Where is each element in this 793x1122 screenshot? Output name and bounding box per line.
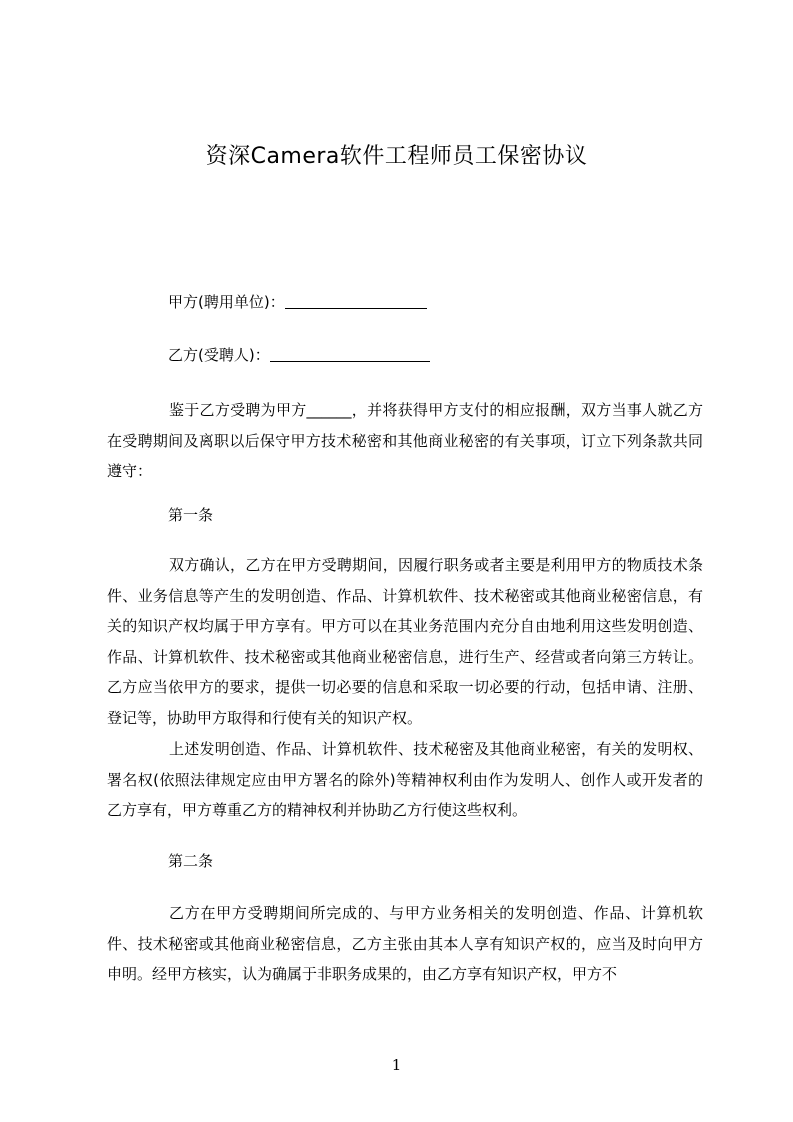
party-a-field — [168, 292, 427, 312]
party-b-field — [168, 345, 430, 365]
party-b-blank-line — [270, 346, 430, 362]
page-number: 1 — [391, 1056, 402, 1074]
party-b-label: 乙方(受聘人)： — [168, 346, 270, 364]
article-1-paragraph-1: 双方确认，乙方在甲方受聘期间，因履行职务或者主要是利用甲方的物质技术条件、业务信息等产生的发明创造、作品、计算机软件、技术秘密或其他商业秘密信息，有关的知识产权均属于甲方享有。甲方可以在其业务范围内充分自由地利用这些发明创造、作品、计算机软件、技术秘密或其他商业秘密信息，进行生产、经营或者向第三方转让。乙方应当依甲方的要求，提供一切必要的信息和采取一切必要的行动，包括申请、注册、登记等，协助甲方取得和行使有关的知识产权。 — [107, 556, 703, 727]
document-title: 资深Camera软件工程师员工保密协议 — [205, 144, 588, 169]
article-1-heading: 第一条 — [168, 506, 214, 524]
article-2-heading: 第二条 — [168, 852, 214, 870]
article-1-paragraph-2: 上述发明创造、作品、计算机软件、技术秘密及其他商业秘密，有关的发明权、署名权(依照法律规定应由甲方署名的除外)等精神权利由作为发明人、创作人或开发者的乙方享有，甲方尊重乙方的精神权利并协助乙方行使这些权利。 — [107, 740, 703, 819]
party-a-blank-line — [285, 293, 427, 309]
article-2-paragraph-1: 乙方在甲方受聘期间所完成的、与甲方业务相关的发明创造、作品、计算机软件、技术秘密或其他商业秘密信息，乙方主张由其本人享有知识产权的，应当及时向甲方申明。经甲方核实，认为确属于非职务成果的，由乙方享有知识产权，甲方不 — [107, 904, 703, 983]
intro-paragraph: 鉴于乙方受聘为甲方______，并将获得甲方支付的相应报酬，双方当事人就乙方在受聘期间及离职以后保守甲方技术秘密和其他商业秘密的有关事项，订立下列条款共同遵守： — [107, 401, 703, 480]
party-a-label: 甲方(聘用单位)： — [168, 293, 285, 311]
